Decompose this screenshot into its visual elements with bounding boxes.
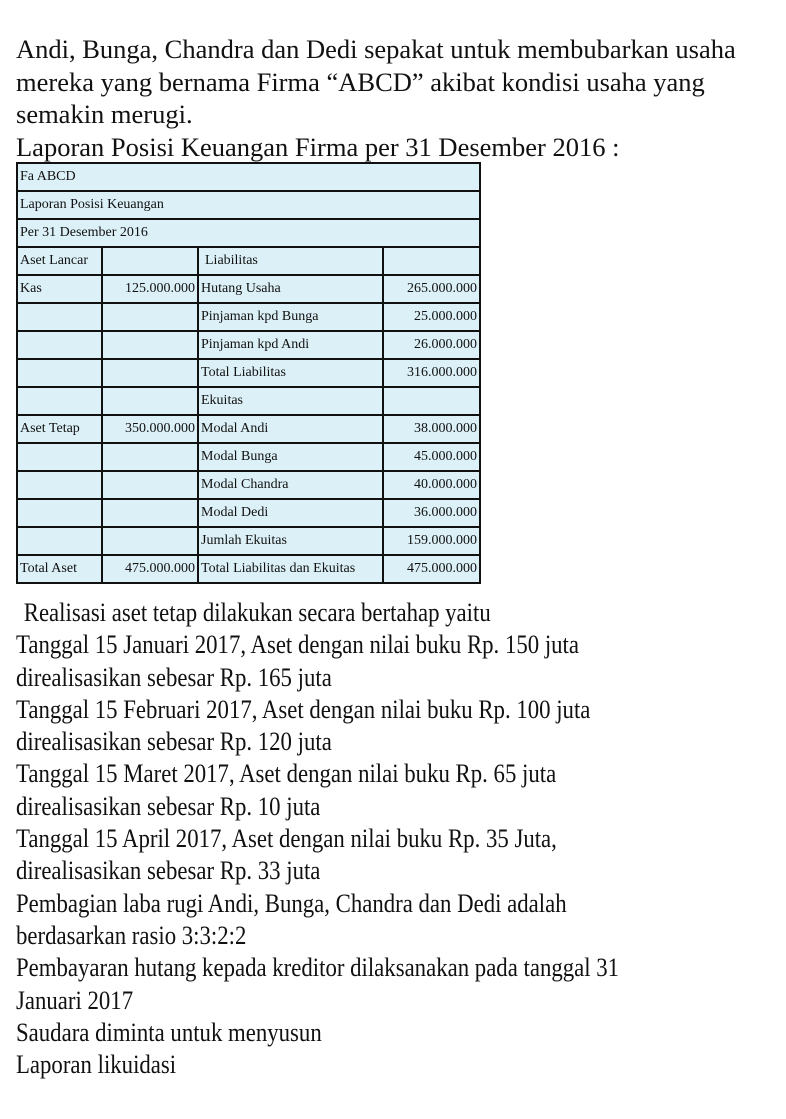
liability-equity-label: Jumlah Ekuitas bbox=[198, 527, 383, 555]
asset-label: Aset Lancar bbox=[17, 247, 102, 275]
task-instruction: Saudara diminta untuk menyusun bbox=[16, 1016, 322, 1047]
table-row bbox=[17, 387, 480, 415]
asset-value bbox=[102, 303, 198, 331]
liability-equity-label: Modal Andi bbox=[198, 415, 383, 443]
liability-equity-value bbox=[383, 247, 480, 275]
statement-date: Per 31 Desember 2016 bbox=[17, 219, 480, 247]
total-liabilities-equity-label: Total Liabilitas dan Ekuitas bbox=[198, 555, 383, 583]
table-header-row bbox=[17, 219, 480, 247]
asset-value: 125.000.000 bbox=[102, 275, 198, 303]
note-line: Januari 2017 bbox=[16, 984, 134, 1015]
balance-sheet-table bbox=[16, 162, 481, 584]
table-row bbox=[17, 275, 480, 303]
table-row bbox=[17, 499, 480, 527]
company-name: Fa ABCD bbox=[17, 163, 480, 191]
table-row bbox=[17, 415, 480, 443]
asset-value bbox=[102, 359, 198, 387]
intro-paragraph bbox=[16, 33, 786, 163]
notes-intro: Realisasi aset tetap dilakukan secara bertahap yaitu bbox=[23, 597, 491, 627]
intro-line: semakin merugi. bbox=[16, 99, 193, 129]
task-item: Laporan likuidasi bbox=[16, 1049, 177, 1080]
liability-equity-label: Pinjaman kpd Andi bbox=[198, 331, 383, 359]
liability-equity-value: 159.000.000 bbox=[383, 527, 480, 555]
asset-label bbox=[17, 387, 102, 415]
asset-label bbox=[17, 443, 102, 471]
note-line: Tanggal 15 Januari 2017, Aset dengan nilai buku Rp. 150 juta bbox=[16, 629, 580, 660]
note-line: Tanggal 15 Maret 2017, Aset dengan nilai buku Rp. 65 juta bbox=[16, 758, 557, 789]
liability-equity-value: 25.000.000 bbox=[383, 303, 480, 331]
note-line: direalisasikan sebesar Rp. 165 juta bbox=[16, 661, 332, 692]
asset-label bbox=[17, 499, 102, 527]
asset-value bbox=[102, 443, 198, 471]
liability-equity-label: Total Liabilitas bbox=[198, 359, 383, 387]
liability-equity-label: Hutang Usaha bbox=[198, 275, 383, 303]
total-assets-label: Total Aset bbox=[17, 555, 102, 583]
note-line: Pembayaran hutang kepada kreditor dilaksanakan pada tanggal 31 bbox=[16, 952, 620, 983]
liability-equity-value bbox=[383, 387, 480, 415]
note-line: direalisasikan sebesar Rp. 10 juta bbox=[16, 790, 321, 821]
asset-label bbox=[17, 303, 102, 331]
intro-line: mereka yang bernama Firma “ABCD” akibat kondisi usaha yang bbox=[16, 66, 705, 97]
liability-equity-value: 36.000.000 bbox=[383, 499, 480, 527]
table-header-row bbox=[17, 191, 480, 219]
liability-equity-label: Ekuitas bbox=[198, 387, 383, 415]
liability-equity-label: Modal Dedi bbox=[198, 499, 383, 527]
table-row bbox=[17, 247, 480, 275]
note-line: Tanggal 15 Februari 2017, Aset dengan nilai buku Rp. 100 juta bbox=[16, 693, 591, 724]
table-row bbox=[17, 331, 480, 359]
liability-equity-label: Modal Chandra bbox=[198, 471, 383, 499]
total-liabilities-equity-value: 475.000.000 bbox=[383, 555, 480, 583]
intro-line: Andi, Bunga, Chandra dan Dedi sepakat untuk membubarkan usaha bbox=[16, 34, 736, 64]
table-header-row bbox=[17, 163, 480, 191]
note-line: direalisasikan sebesar Rp. 33 juta bbox=[16, 855, 321, 886]
note-line: berdasarkan rasio 3:3:2:2 bbox=[16, 919, 247, 950]
liability-equity-value: 26.000.000 bbox=[383, 331, 480, 359]
statement-title: Laporan Posisi Keuangan bbox=[17, 191, 480, 219]
statement-caption: Laporan Posisi Keuangan Firma per 31 Desember 2016 : bbox=[16, 131, 620, 162]
note-line: direalisasikan sebesar Rp. 120 juta bbox=[16, 726, 332, 757]
total-assets-value: 475.000.000 bbox=[102, 555, 198, 583]
liability-equity-label: Modal Bunga bbox=[198, 443, 383, 471]
asset-label bbox=[17, 527, 102, 555]
asset-label bbox=[17, 331, 102, 359]
table-row bbox=[17, 471, 480, 499]
table-row bbox=[17, 303, 480, 331]
asset-value bbox=[102, 499, 198, 527]
asset-label: Kas bbox=[17, 275, 102, 303]
liability-equity-label: Pinjaman kpd Bunga bbox=[198, 303, 383, 331]
asset-label bbox=[17, 359, 102, 387]
realization-notes bbox=[16, 596, 786, 1080]
asset-value bbox=[102, 387, 198, 415]
table-row bbox=[17, 527, 480, 555]
asset-value bbox=[102, 331, 198, 359]
table-row bbox=[17, 359, 480, 387]
asset-value bbox=[102, 247, 198, 275]
liability-equity-value: 40.000.000 bbox=[383, 471, 480, 499]
note-line: Pembagian laba rugi Andi, Bunga, Chandra dan Dedi adalah bbox=[16, 887, 567, 918]
table-total-row bbox=[17, 555, 480, 583]
asset-value bbox=[102, 471, 198, 499]
asset-value bbox=[102, 527, 198, 555]
liability-equity-label: Liabilitas bbox=[198, 247, 383, 275]
liability-equity-value: 316.000.000 bbox=[383, 359, 480, 387]
asset-label bbox=[17, 471, 102, 499]
liability-equity-value: 38.000.000 bbox=[383, 415, 480, 443]
note-line: Tanggal 15 April 2017, Aset dengan nilai buku Rp. 35 Juta, bbox=[16, 823, 557, 854]
liability-equity-value: 265.000.000 bbox=[383, 275, 480, 303]
asset-value: 350.000.000 bbox=[102, 415, 198, 443]
table-row bbox=[17, 443, 480, 471]
asset-label: Aset Tetap bbox=[17, 415, 102, 443]
liability-equity-value: 45.000.000 bbox=[383, 443, 480, 471]
